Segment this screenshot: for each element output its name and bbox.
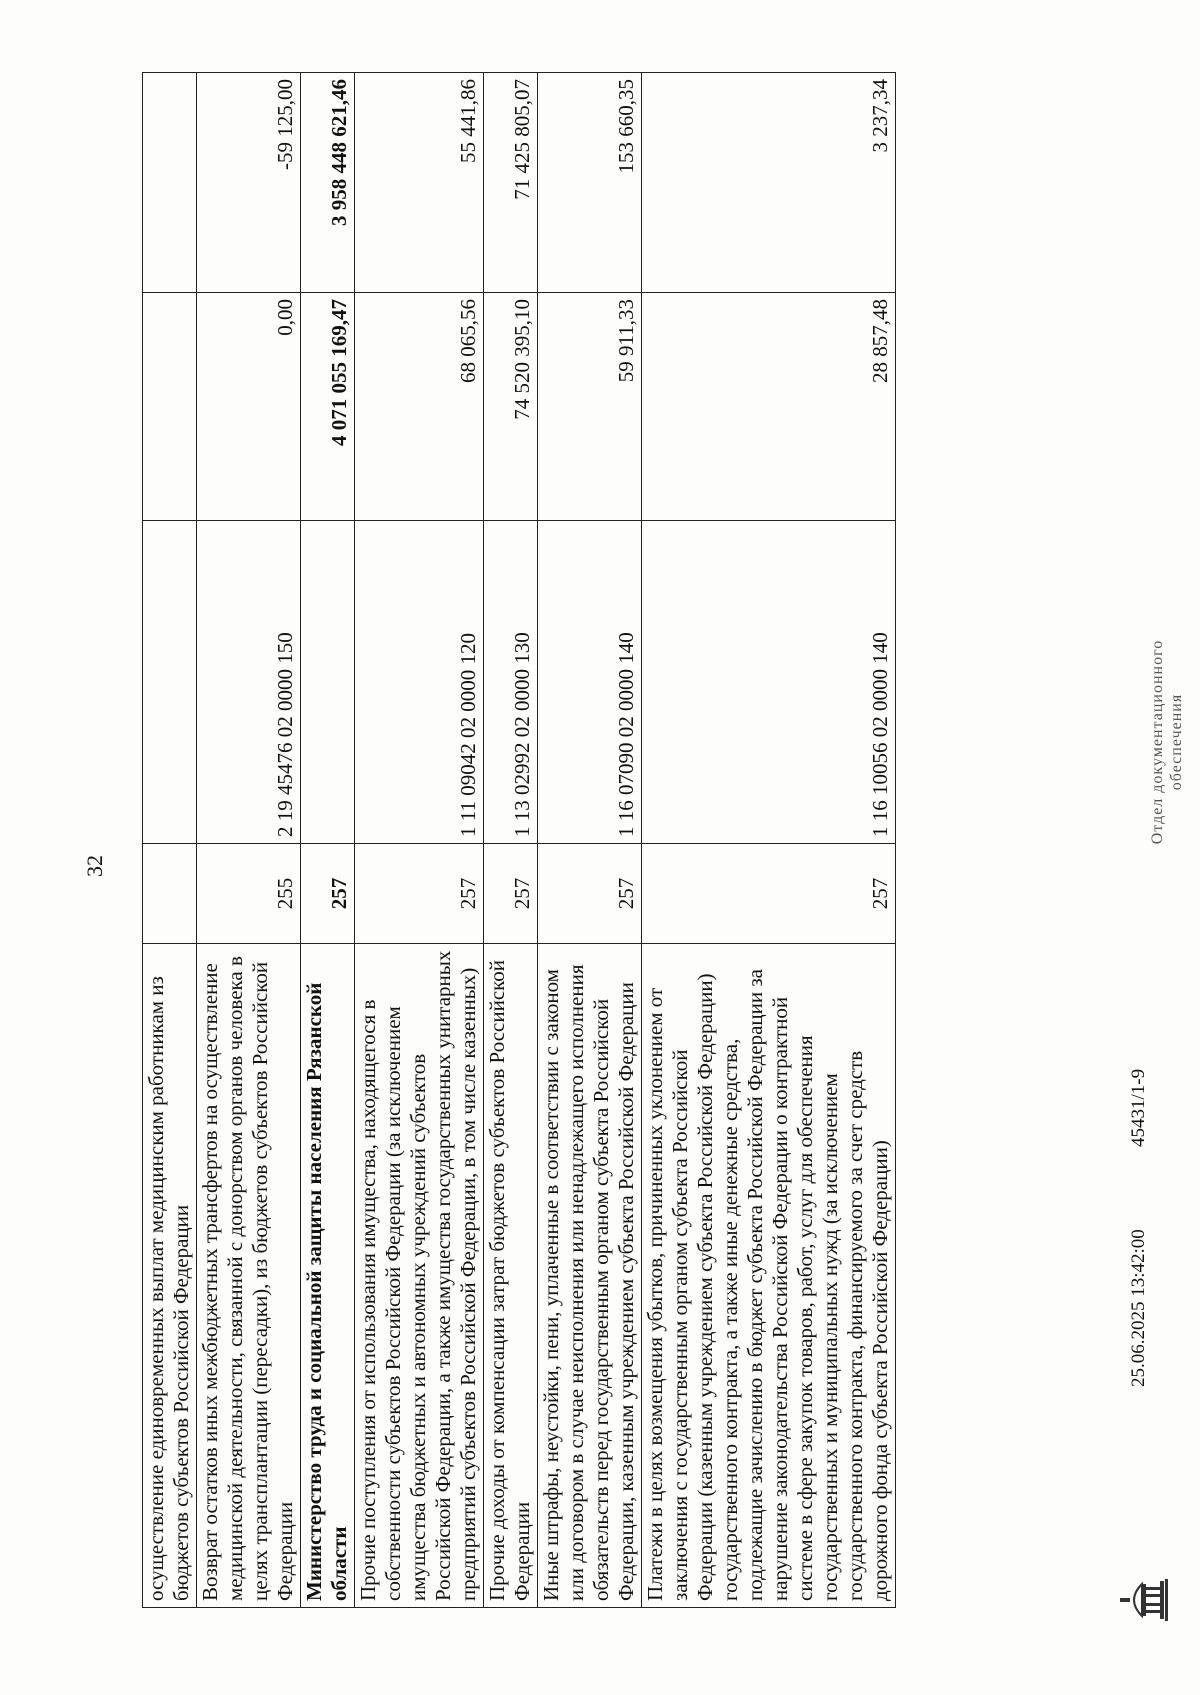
row-budget-code: 2 19 45476 02 0000 150 bbox=[197, 521, 301, 844]
table-row bbox=[143, 73, 197, 1608]
row-budget-code bbox=[301, 521, 355, 844]
row-value-2: 71 425 805,07 bbox=[484, 73, 538, 293]
footer-document-number: 45431/1-9 bbox=[1128, 1068, 1149, 1147]
row-value-1: 28 857,48 bbox=[642, 293, 896, 521]
revenue-table bbox=[142, 72, 896, 1608]
row-budget-code: 1 11 09042 02 0000 120 bbox=[355, 521, 484, 844]
row-description: Возврат остатков иных межбюджетных трансфертов на осуществление медицинской деятельности, связанной с донорством органов человека в целях трансплантации (пересадки), из бюджетов субъектов Российской Федерации bbox=[197, 944, 301, 1608]
row-budget-code: 1 16 07090 02 0000 140 bbox=[538, 521, 642, 844]
row-value-1: 59 911,33 bbox=[538, 293, 642, 521]
row-admin-code: 257 bbox=[355, 844, 484, 944]
row-description: Иные штрафы, неустойки, пени, уплаченные в соответствии с законом или договором в случае неисполнения или ненадлежащего исполнения обязательств перед государственным органом субъекта Российской Федерации, казенным учреждением субъекта Российской Федерации bbox=[538, 944, 642, 1608]
table-row bbox=[355, 73, 484, 1608]
row-value-1: 74 520 395,10 bbox=[484, 293, 538, 521]
row-admin-code: 257 bbox=[301, 844, 355, 944]
row-admin-code: 255 bbox=[197, 844, 301, 944]
row-admin-code: 257 bbox=[642, 844, 896, 944]
row-value-2: 3 237,34 bbox=[642, 73, 896, 293]
table-row bbox=[197, 73, 301, 1608]
row-value-2: 3 958 448 621,46 bbox=[301, 73, 355, 293]
row-value-1: 0,00 bbox=[197, 293, 301, 521]
row-budget-code: 1 13 02992 02 0000 130 bbox=[484, 521, 538, 844]
revenue-table-body bbox=[143, 73, 896, 1608]
row-value-1 bbox=[143, 293, 197, 521]
row-description: Прочие доходы от компенсации затрат бюджетов субъектов Российской Федерации bbox=[484, 944, 538, 1608]
row-value-1: 4 071 055 169,47 bbox=[301, 293, 355, 521]
row-admin-code: 257 bbox=[484, 844, 538, 944]
row-value-2: 55 441,86 bbox=[355, 73, 484, 293]
row-description: Министерство труда и социальной защиты населения Рязанской области bbox=[301, 944, 355, 1608]
table-row bbox=[538, 73, 642, 1608]
footer-timestamp: 25.06.2025 13:42:00 bbox=[1128, 1229, 1149, 1387]
row-budget-code: 1 16 10056 02 0000 140 bbox=[642, 521, 896, 844]
page-number: 32 bbox=[82, 855, 107, 877]
stamp-line-1: Отдел документационного bbox=[1149, 639, 1166, 845]
table-row bbox=[642, 73, 896, 1608]
row-admin-code bbox=[143, 844, 197, 944]
row-value-1: 68 065,56 bbox=[355, 293, 484, 521]
row-value-2: 153 660,35 bbox=[538, 73, 642, 293]
table-row bbox=[301, 73, 355, 1608]
duma-emblem-icon bbox=[1118, 1578, 1175, 1622]
stamp-line-2: обеспечения bbox=[1168, 693, 1185, 791]
row-admin-code: 257 bbox=[538, 844, 642, 944]
row-value-2 bbox=[143, 73, 197, 293]
row-description: Прочие поступления от использования имущества, находящегося в собственности субъектов Российской Федерации (за исключением имущества бюджетных и автономных учреждений субъектов Российской Федерации, а также имущества государственных унитарных предприятий субъектов Российской Федерации, в том числе казенных) bbox=[355, 944, 484, 1608]
row-description: осуществление единовременных выплат медицинским работникам из бюджетов субъектов Российской Федерации bbox=[143, 944, 197, 1608]
row-budget-code bbox=[143, 521, 197, 844]
row-description: Платежи в целях возмещения убытков, причиненных уклонением от заключения с государственным органом субъекта Российской Федерации (казенным учреждением субъекта Российской Федерации) государственного контракта, а также иные денежные средства, подлежащие зачислению в бюджет субъекта Российской Федерации за нарушение законодательства Российской Федерации о контрактной системе в сфере закупок товаров, работ, услуг для обеспечения государственных и муниципальных нужд (за исключением государственного контракта, финансируемого за счет средств дорожного фонда субъекта Российской Федерации) bbox=[642, 944, 896, 1608]
table-row bbox=[484, 73, 538, 1608]
row-value-2: -59 125,00 bbox=[197, 73, 301, 293]
department-stamp bbox=[1148, 607, 1186, 877]
